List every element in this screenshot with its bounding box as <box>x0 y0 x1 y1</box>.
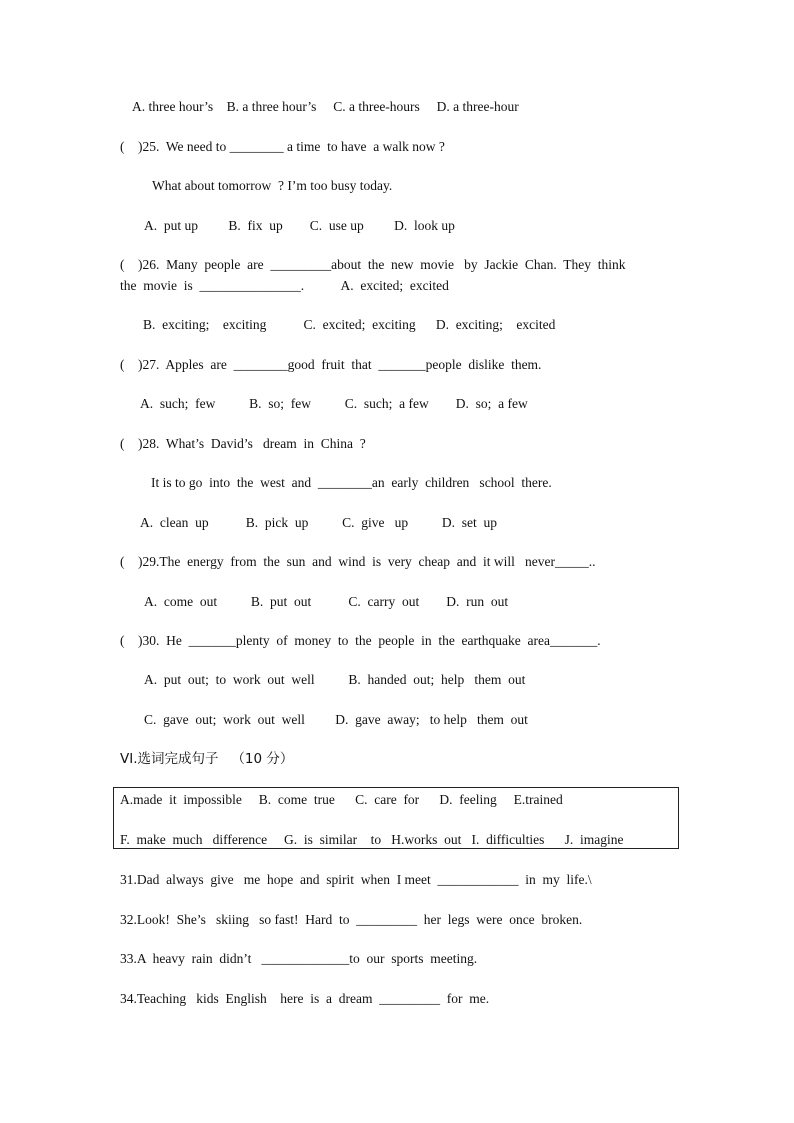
q25-question: ( )25. We need to ________ a time to have a walk now ? <box>120 139 445 154</box>
q24-options: A. three hour’s B. a three hour’s C. a three-hours D. a three-hour <box>132 99 519 114</box>
word-bank-row-2: F. make much difference G. is similar to H.works out I. difficulties J. imagine <box>120 832 624 847</box>
q28-question: ( )28. What’s David’s dream in China ? <box>120 436 366 451</box>
q25-reply: What about tomorrow ? I’m too busy today. <box>152 178 393 193</box>
q27-options: A. such; few B. so; few C. such; a few D. so; a few <box>140 396 528 411</box>
q30-options-2: C. gave out; work out well D. gave away; to help them out <box>144 712 528 727</box>
sentence-34: 34.Teaching kids English here is a dream _________ for me. <box>120 991 490 1006</box>
q29-options: A. come out B. put out C. carry out D. run out <box>144 594 509 609</box>
q29-question: ( )29.The energy from the sun and wind is very cheap and it will never_____.. <box>120 554 596 569</box>
q30-options-1: A. put out; to work out well B. handed out; help them out <box>144 672 526 687</box>
word-bank-row-1: A.made it impossible B. come true C. care for D. feeling E.trained <box>120 792 563 807</box>
q25-options: A. put up B. fix up C. use up D. look up <box>144 218 455 233</box>
q26-options: B. exciting; exciting C. excited; exciting D. exciting; excited <box>143 317 556 332</box>
sentence-33: 33.A heavy rain didn’t _____________to our sports meeting. <box>120 951 478 966</box>
section-6-title: VI.选词完成句子 （10 分） <box>120 751 294 767</box>
q26-question-cont: the movie is _______________. A. excited; excited <box>120 278 449 293</box>
q26-question: ( )26. Many people are _________about the new movie by Jackie Chan. They think <box>120 257 626 272</box>
q28-options: A. clean up B. pick up C. give up D. set up <box>140 515 497 530</box>
q28-reply: It is to go into the west and ________an early children school there. <box>151 475 552 490</box>
sentence-32: 32.Look! She’s skiing so fast! Hard to _________ her legs were once broken. <box>120 912 583 927</box>
q27-question: ( )27. Apples are ________good fruit that _______people dislike them. <box>120 357 542 372</box>
sentence-31: 31.Dad always give me hope and spirit when I meet ____________ in my life.\ <box>120 872 592 887</box>
q30-question: ( )30. He _______plenty of money to the people in the earthquake area_______. <box>120 633 601 648</box>
